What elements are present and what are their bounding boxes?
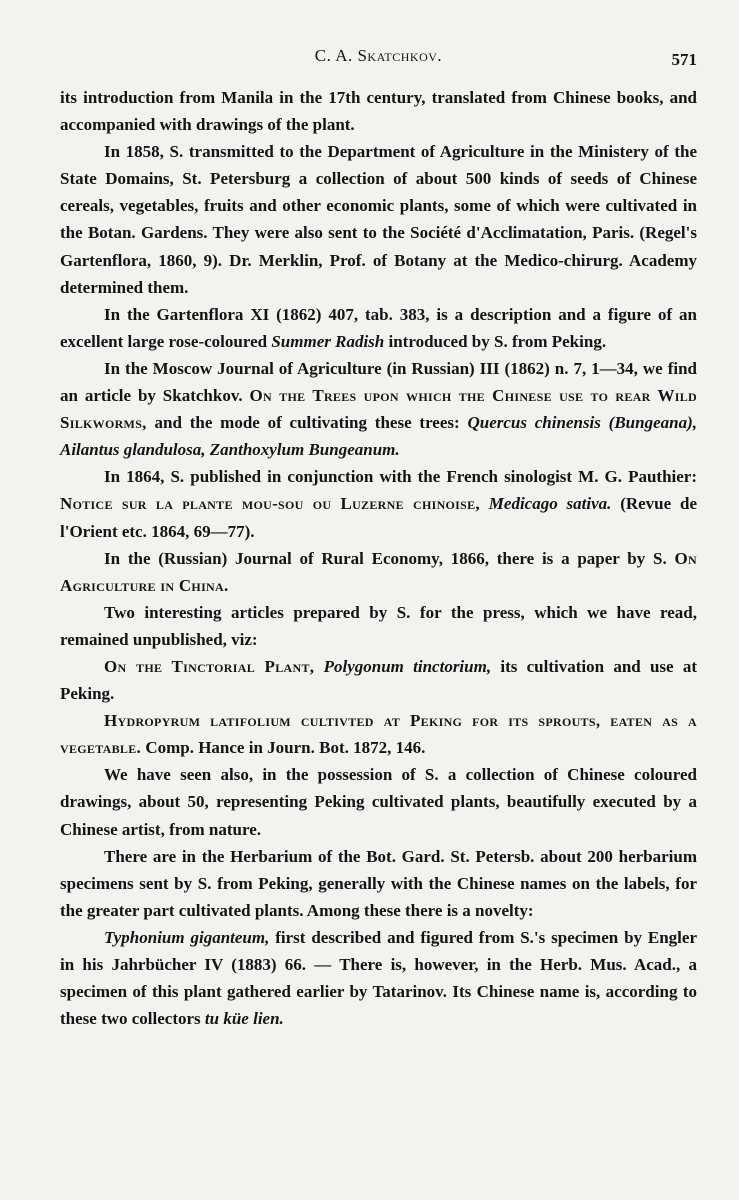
species-name: Medicago sativa. [488,494,612,514]
paragraph-text: We have seen also, in the possession of S. a collection of Chinese coloured drawings, about 50, representing Peking cultivated plants, beautifully executed by a Chinese artist, from nature. [60,765,697,839]
paragraph-8 [60,653,697,707]
species-name: Typhonium giganteum, [104,927,270,947]
paragraph-text: Comp. Hance in Journ. Bot. 1872, 146. [145,738,426,758]
paragraph-12 [60,924,697,1032]
paragraph-text: In 1858, S. transmitted to the Department of Agriculture in the Ministery of the State Domains, St. Petersburg a collection of about 500 kinds of seeds of Chinese cereals, vegetables, fruits and other economic plants, some of which were cultivated in the Botan. Gardens. They were also sent to the Société d'Acclimatation, Paris. (Regel's Gartenflora, 1860, 9). Dr. Merklin, Prof. of Botany at the Medico-chirurg. Academy determined them. [60,142,697,297]
species-name: Polygonum tinctorium, [323,656,492,676]
article-title: On Agriculture in China. [60,548,698,595]
paragraph-text: In the Gartenflora XI (1862) 407, tab. 383, is a description and a figure of an excellent large rose-coloured [60,304,697,351]
paragraph-11 [60,843,697,924]
paragraph-9 [60,707,697,761]
article-title: On the Trees upon which the Chinese use to rear Wild Silkworms, [60,386,698,433]
paragraph-text: its introduction from Manila in the 17th century, translated from Chinese books, and accompanied with drawings of the plant. [60,88,697,135]
paragraph-text: In the Moscow Journal of Agriculture (in Russian) III (1862) n. 7, 1—34, we find an article by Skatchkov. [60,358,697,406]
paragraph-10 [60,761,697,842]
paragraph-5 [60,463,697,544]
paragraph-text: In 1864, S. published in conjunction with the French sinologist M. G. Pauthier: [104,467,697,487]
paragraph-text: introduced by S. from Peking. [388,331,607,351]
article-title: On the Tinctorial Plant, [104,656,315,676]
paragraph-text: its cultivation and use at Peking. [60,656,698,704]
paragraph-text: (Revue de l'Orient etc. 1864, 69—77). [60,494,697,541]
paragraph-4 [60,355,697,463]
paragraph-3 [60,301,697,355]
chinese-name: tu küe lien. [204,1009,284,1029]
paragraph-2 [60,138,697,301]
page-header [60,44,697,84]
paragraph-text: Two interesting articles prepared by S. for the press, which we have read, remained unpublished, viz: [60,602,697,649]
italic-term: Summer Radish [271,331,385,351]
paragraph-6 [60,545,697,599]
paragraph-text: In the (Russian) Journal of Rural Economy, 1866, there is a paper by S. [104,548,667,568]
paragraph-text: There are in the Herbarium of the Bot. Gard. St. Petersb. about 200 herbarium specimens sent by S. from Peking, generally with the Chinese names on the labels, for the greater part cultivated plants. Among these there is a novelty: [60,846,697,920]
paragraph-1 [60,84,697,138]
species-names: Quercus chinensis (Bungeana), Ailantus glandulosa, Zanthoxylum Bungeanum. [60,413,698,460]
paragraph-text: and the mode of cultivating these trees: [154,413,460,433]
page-number: 571 [671,50,697,69]
article-title: Notice sur la plante mou-sou ou Luzerne chinoise, [60,494,480,514]
body-text [60,84,697,1032]
paragraph-7 [60,599,697,653]
article-title: Hydropyrum latifolium cultivted at Peking for its sprouts, eaten as a vegetable. [60,711,697,758]
paragraph-text: first described and figured from S.'s specimen by Engler in his Jahrbücher IV (1883) 66. — There is, however, in the Herb. Mus. Acad., a specimen of this plant gathered earlier by Tatarinov. Its Chinese name is, according to these two collectors [60,927,697,1029]
running-head: C. A. Skatchkov. [314,46,443,65]
